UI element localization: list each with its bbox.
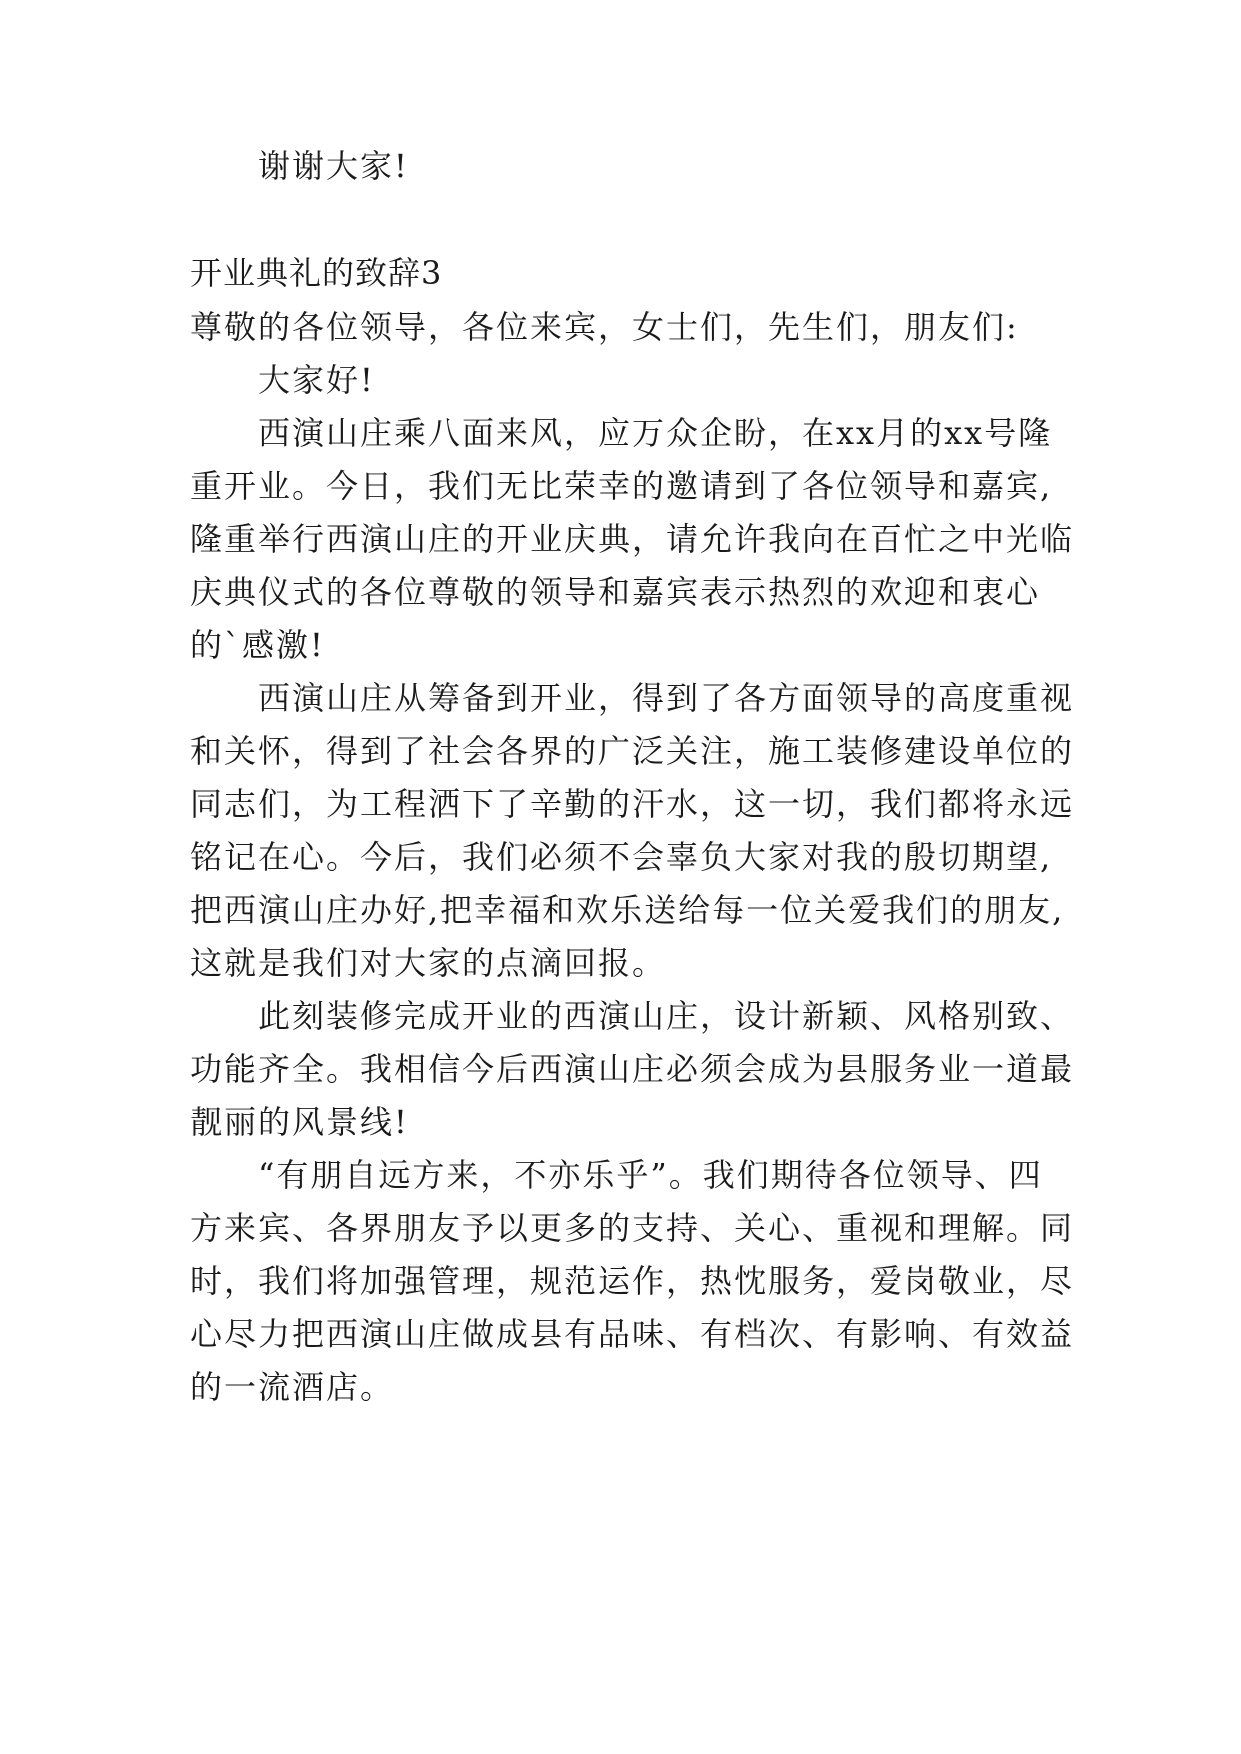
paragraph-1-line-1: 西演山庄乘八面来风，应万众企盼，在xx月的xx号隆 <box>258 414 1053 452</box>
paragraph-1-line-3: 隆重举行西演山庄的开业庆典，请允许我向在百忙之中光临 <box>190 520 1075 558</box>
paragraph-2-line-5: 把西演山庄办好,把幸福和欢乐送给每一位关爱我们的朋友, <box>190 891 1065 929</box>
paragraph-2-line-1: 西演山庄从筹备到开业，得到了各方面领导的高度重视 <box>258 679 1075 717</box>
paragraph-4-line-1: “有朋自远方来，不亦乐乎”。我们期待各位领导、四 <box>258 1156 1043 1194</box>
paragraph-2-line-3: 同志们，为工程洒下了辛勤的汗水，这一切，我们都将永远 <box>190 785 1075 823</box>
greeting-line: 大家好! <box>258 361 375 399</box>
paragraph-3-line-1: 此刻装修完成开业的西演山庄，设计新颖、风格别致、 <box>258 997 1075 1035</box>
paragraph-4-line-5: 的一流酒店。 <box>190 1368 395 1406</box>
paragraph-2-line-2: 和关怀，得到了社会各界的广泛关注，施工装修建设单位的 <box>190 732 1075 770</box>
paragraph-2-line-4: 铭记在心。今后，我们必须不会辜负大家对我的殷切期望, <box>190 838 1053 876</box>
closing-thanks-line: 谢谢大家! <box>258 147 409 185</box>
paragraph-3-line-2: 功能齐全。我相信今后西演山庄必须会成为县服务业一道最 <box>190 1050 1075 1088</box>
paragraph-1-line-2: 重开业。今日，我们无比荣幸的邀请到了各位领导和嘉宾, <box>190 467 1053 505</box>
section-heading: 开业典礼的致辞3 <box>190 254 443 292</box>
paragraph-4-line-3: 时，我们将加强管理，规范运作，热忱服务，爱岗敬业，尽 <box>190 1262 1075 1300</box>
paragraph-4-line-2: 方来宾、各界朋友予以更多的支持、关心、重视和理解。同 <box>190 1209 1075 1247</box>
paragraph-2-line-6: 这就是我们对大家的点滴回报。 <box>190 944 667 982</box>
paragraph-1-line-4: 庆典仪式的各位尊敬的领导和嘉宾表示热烈的欢迎和衷心 <box>190 573 1041 611</box>
salutation-line: 尊敬的各位领导，各位来宾，女士们，先生们，朋友们: <box>190 308 1019 346</box>
paragraph-4-line-4: 心尽力把西演山庄做成县有品味、有档次、有影响、有效益 <box>190 1315 1075 1353</box>
paragraph-1-line-5: 的`感激! <box>190 626 325 664</box>
paragraph-3-line-3: 靓丽的风景线! <box>190 1103 409 1141</box>
